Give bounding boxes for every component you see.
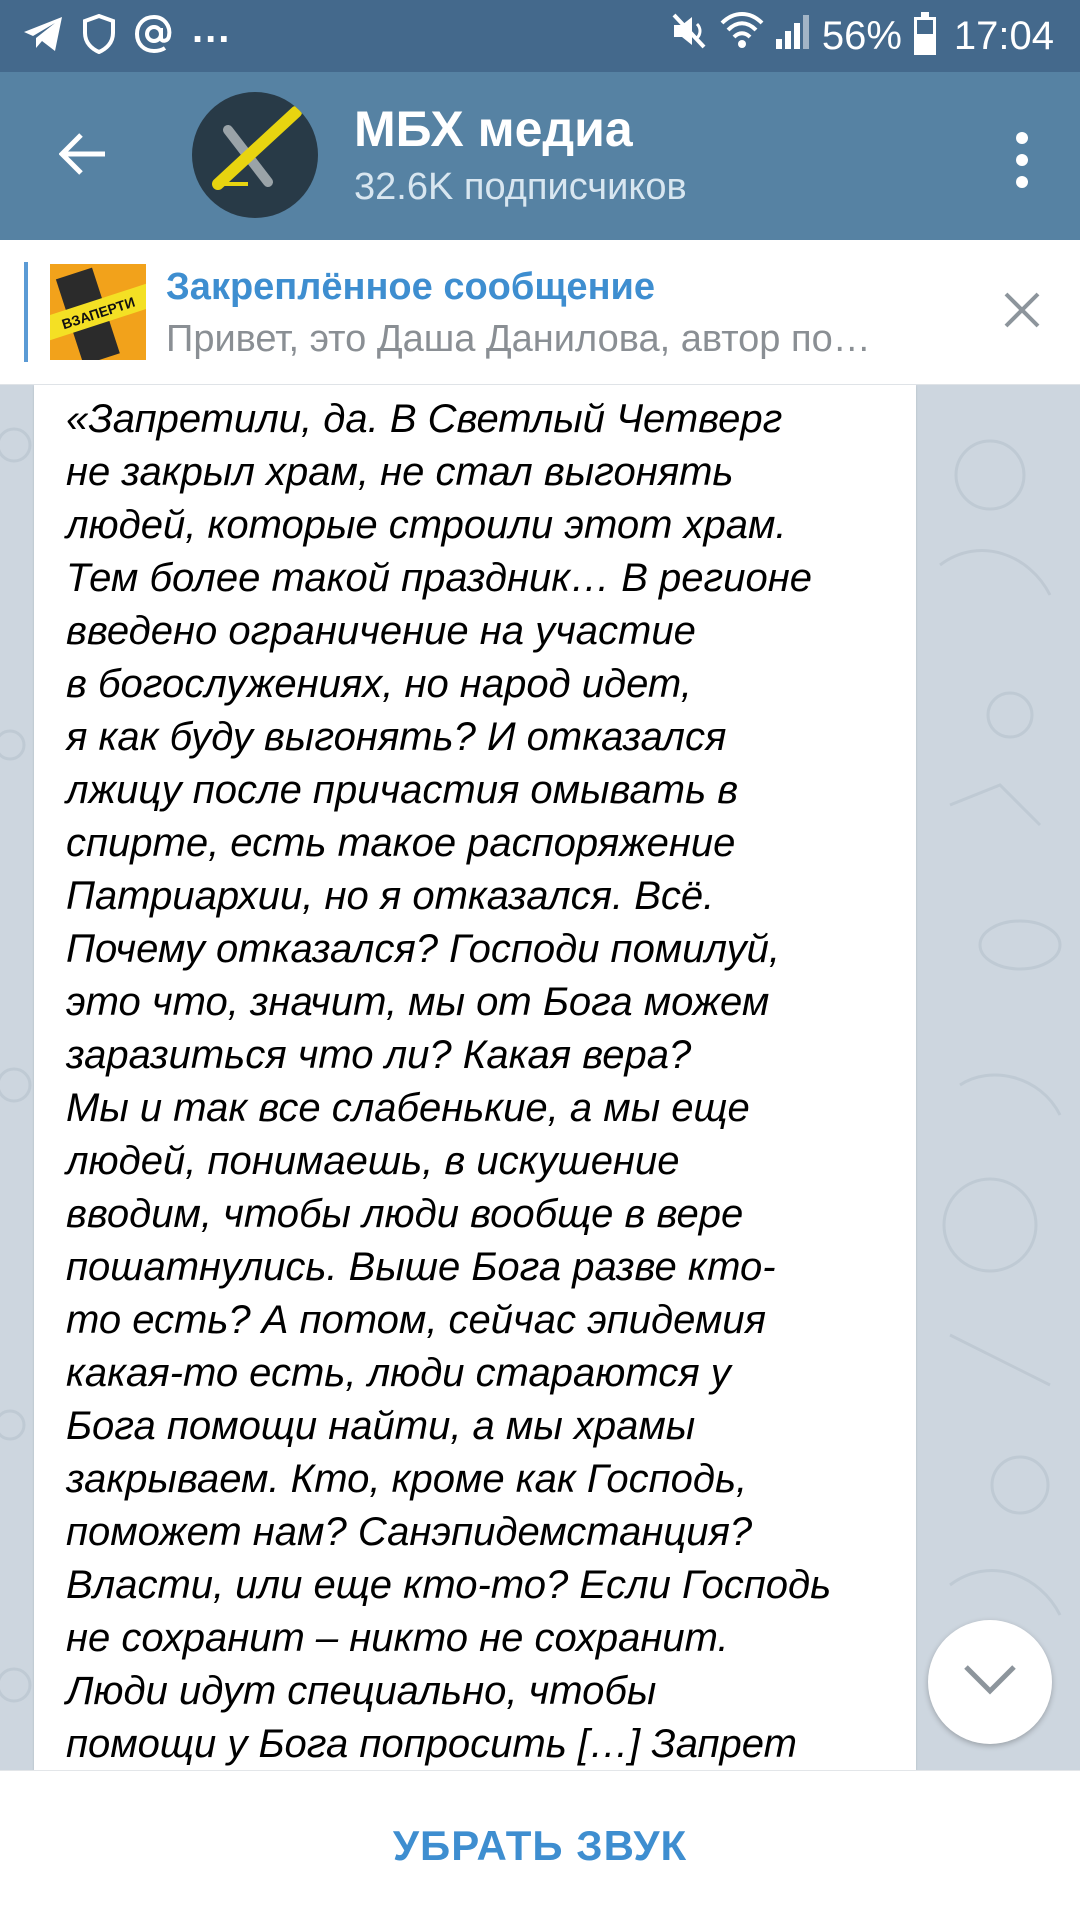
status-bar-right xyxy=(670,10,1054,62)
message-line: Люди идут специально, чтобы xyxy=(66,1669,657,1713)
back-button[interactable] xyxy=(44,116,124,196)
shield-icon xyxy=(82,14,116,59)
message-line: спирте, есть такое распоряжение xyxy=(66,821,736,865)
wifi-icon xyxy=(720,11,764,61)
pinned-preview-text: Привет, это Даша Данилова, автор по… xyxy=(166,318,871,360)
message-line: не закрыл храм, не стал выгонять xyxy=(66,450,734,494)
status-time: 17:04 xyxy=(953,13,1054,58)
pinned-accent-line xyxy=(24,262,28,362)
message-line: введено ограничение на участие xyxy=(66,609,696,653)
scroll-to-bottom-button[interactable] xyxy=(928,1620,1052,1744)
status-bar xyxy=(0,0,1080,72)
channel-avatar[interactable] xyxy=(192,92,318,218)
pinned-thumbnail xyxy=(50,264,146,360)
message-line: Бога помощи найти, а мы храмы xyxy=(66,1404,696,1448)
message-line: Патриархии, но я отказался. Всё. xyxy=(66,874,715,918)
close-icon xyxy=(1003,291,1041,334)
thumbnail-label: ВЗАПЕРТИ xyxy=(59,293,137,333)
message-line: «Запретили, да. В Светлый Четверг xyxy=(66,397,783,441)
pinned-close-button[interactable] xyxy=(990,280,1054,344)
message-line: это что, значит, мы от Бога можем xyxy=(66,980,770,1024)
message-line: Мы и так все слабенькие, а мы еще xyxy=(66,1086,750,1130)
message-line: лжицу после причастия омывать в xyxy=(66,768,739,812)
message-text xyxy=(66,393,896,1770)
message-line: заразиться что ли? Какая вера? xyxy=(66,1033,692,1077)
pinned-title: Закреплённое сообщение xyxy=(166,266,656,308)
message-line: людей, понимаешь, в искушение xyxy=(66,1139,680,1183)
status-more: ... xyxy=(192,7,232,51)
telegram-icon xyxy=(22,15,64,58)
battery-percent: 56% xyxy=(821,13,902,58)
message-line: не сохранит – никто не сохранит. xyxy=(66,1616,729,1660)
message-bubble[interactable] xyxy=(34,385,916,1770)
channel-logo-icon xyxy=(192,92,318,218)
message-line: людей, которые строили этот храм. xyxy=(66,503,787,547)
pinned-message-bar[interactable] xyxy=(0,240,1080,385)
status-bar-left xyxy=(22,7,232,58)
message-line: Тем более такой праздник… В регионе xyxy=(66,556,812,600)
bottom-bar xyxy=(0,1770,1080,1921)
message-line: помощи у Бога попросить […] Запрет xyxy=(66,1722,797,1766)
channel-title[interactable]: МБХ медиа xyxy=(354,101,633,157)
battery-icon xyxy=(914,17,936,55)
message-line: то есть? А потом, сейчас эпидемия xyxy=(66,1298,766,1342)
more-menu-button[interactable] xyxy=(992,120,1052,200)
arrow-left-icon xyxy=(59,132,109,181)
message-line: в богослужениях, но народ идет, xyxy=(66,662,692,706)
chat-header xyxy=(0,72,1080,240)
message-line: поможет нам? Санэпидемстанция? xyxy=(66,1510,753,1554)
message-line: пошатнулись. Выше Бога разве кто- xyxy=(66,1245,776,1289)
message-line: Власти, или еще кто-то? Если Господь xyxy=(66,1563,832,1607)
message-line: вводим, чтобы люди вообще в вере xyxy=(66,1192,744,1236)
message-line: какая-то есть, люди стараются у xyxy=(66,1351,731,1395)
signal-icon xyxy=(774,11,812,61)
chevron-down-icon xyxy=(963,1664,1017,1701)
at-icon xyxy=(134,14,174,59)
subscriber-count: 32.6K подписчиков xyxy=(354,166,687,208)
message-line: я как буду выгонять? И отказался xyxy=(66,715,727,759)
mute-icon xyxy=(670,11,710,61)
message-line: закрываем. Кто, кроме как Господь, xyxy=(66,1457,748,1501)
more-vertical-icon xyxy=(1016,132,1028,144)
mute-channel-button[interactable]: УБРАТЬ ЗВУК xyxy=(392,1822,688,1869)
message-line: Почему отказался? Господи помилуй, xyxy=(66,927,780,971)
chat-area[interactable] xyxy=(0,385,1080,1770)
